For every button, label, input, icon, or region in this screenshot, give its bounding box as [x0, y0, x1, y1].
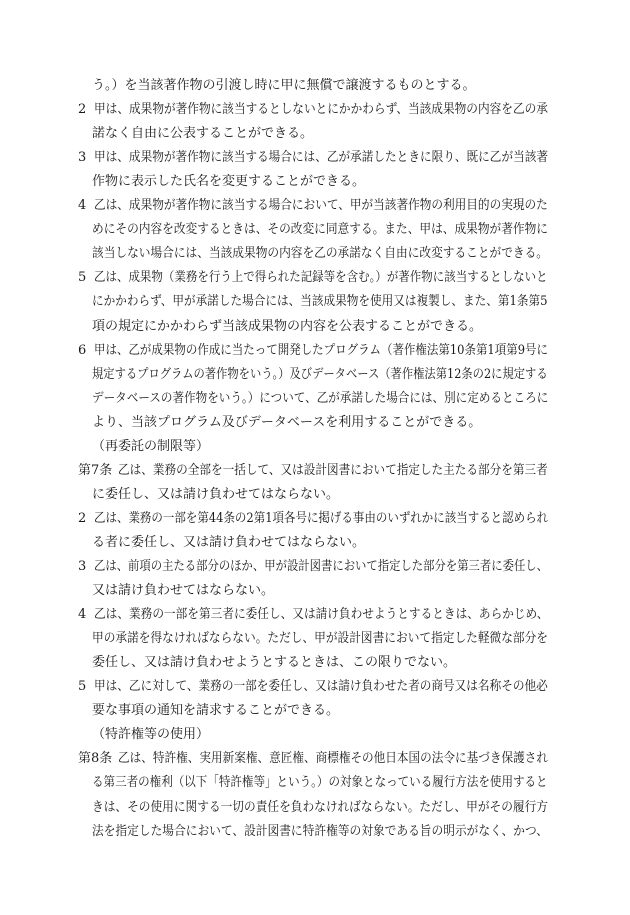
continuation-line: 諾なく自由に公表することができる。 [92, 126, 314, 142]
continuation-line: より、当該プログラム及びデータベースを利用することができる。 [92, 414, 482, 430]
paragraph-number: 5 [78, 679, 87, 695]
paragraph-number: 5 [78, 270, 87, 286]
paragraph-text: 甲は、成果物が著作物に該当するとしないとにかかわらず、当該成果物の内容を乙の承 [94, 102, 548, 118]
continuation-line: 項の規定にかかわらず当該成果物の内容を公表することができる。 [92, 318, 483, 334]
article-number: 第8条 [78, 751, 113, 767]
article-title: （再委託の制限等） [92, 438, 210, 454]
paragraph-text: 乙は、成果物が著作物に該当する場合において、甲が当該著作物の利用目的の実現のた [94, 198, 548, 214]
continuation-line: 作物に表示した氏名を変更することができる。 [92, 174, 366, 190]
paragraph-number: 3 [78, 559, 87, 574]
paragraph-number: 2 [78, 510, 87, 526]
continuation-line: 要な事項の通知を請求することができる。 [92, 703, 340, 719]
continuation-line: 甲の承諾を得なければならない。ただし、甲が設計図書において指定した軽微な部分を [92, 631, 549, 647]
continuation-line: きは、その使用に関する一切の責任を負わなければならない。ただし、甲がその履行方 [92, 799, 549, 815]
continuation-line: データベースの著作物をいう。）について、乙が承諾した場合には、別に定めるところに [92, 390, 549, 406]
continuation-line: 該当しない場合には、当該成果物の内容を乙の承諾なく自由に改変することができる。 [92, 246, 549, 262]
paragraph-text: 乙は、業務の一部を第三者に委任し、又は請け負わせようとするときは、あらかじめ、 [94, 607, 549, 623]
continuation-line: 又は請け負わせてはならない。 [92, 583, 275, 599]
paragraph-text: 乙は、前項の主たる部分のほか、甲が設計図書において指定した部分を第三者に委任し、 [94, 559, 549, 574]
article-title: （特許権等の使用） [92, 727, 210, 743]
paragraph-text: 甲は、成果物が著作物に該当する場合には、乙が承諾したときに限り、既に乙が当該著 [94, 150, 549, 166]
paragraph-number: 2 [78, 102, 87, 118]
continuation-line: に委任し、又は請け負わせてはならない。 [92, 486, 340, 502]
paragraph-number: 4 [78, 198, 87, 214]
continuation-line: にかかわらず、甲が承諾した場合には、当該成果物を使用又は複製し、また、第1条第5 [92, 294, 548, 310]
article-text: 乙は、特許権、実用新案権、意匠権、商標権その他日本国の法令に基づき保護され [118, 751, 549, 767]
continuation-line: 規定するプログラムの著作物をいう。）及びデータベース（著作権法第12条の2に規定する [92, 366, 548, 382]
paragraph-number: 3 [78, 150, 87, 166]
continuation-line: 法を指定した場合において、設計図書に特許権等の対象である旨の明示がなく、かつ、 [92, 823, 548, 839]
continuation-line: 委任し、又は請け負わせようとするときは、この限りでない。 [92, 655, 457, 671]
paragraph-number: 4 [78, 607, 87, 623]
paragraph-text: 甲は、乙に対して、業務の一部を委任し、又は請け負わせた者の商号又は名称その他必 [94, 679, 548, 695]
article-number: 第7条 [78, 462, 113, 478]
continuation-line: る者に委任し、又は請け負わせてはならない。 [92, 534, 366, 550]
paragraph-text: 甲は、乙が成果物の作成に当たって開発したプログラム（著作権法第10条第1項第9号に [94, 342, 548, 358]
paragraph-text: 乙は、成果物（業務を行う上で得られた記録等を含む。）が著作物に該当するとしないと [94, 270, 548, 286]
continuation-line: う。）を当該著作物の引渡し時に甲に無償で譲渡するものとする。 [92, 78, 476, 93]
article-text: 乙は、業務の全部を一括して、又は設計図書において指定した主たる部分を第三者 [118, 462, 548, 478]
paragraph-number: 6 [78, 342, 87, 358]
continuation-line: る第三者の権利（以下「特許権等」という。）の対象となっている履行方法を使用すると [92, 775, 548, 791]
paragraph-text: 乙は、業務の一部を第44条の2第1項各号に掲げる事由のいずれかに該当すると認められ [94, 510, 549, 526]
continuation-line: めにその内容を改変するときは、その改変に同意する。また、甲は、成果物が著作物に [92, 222, 549, 238]
